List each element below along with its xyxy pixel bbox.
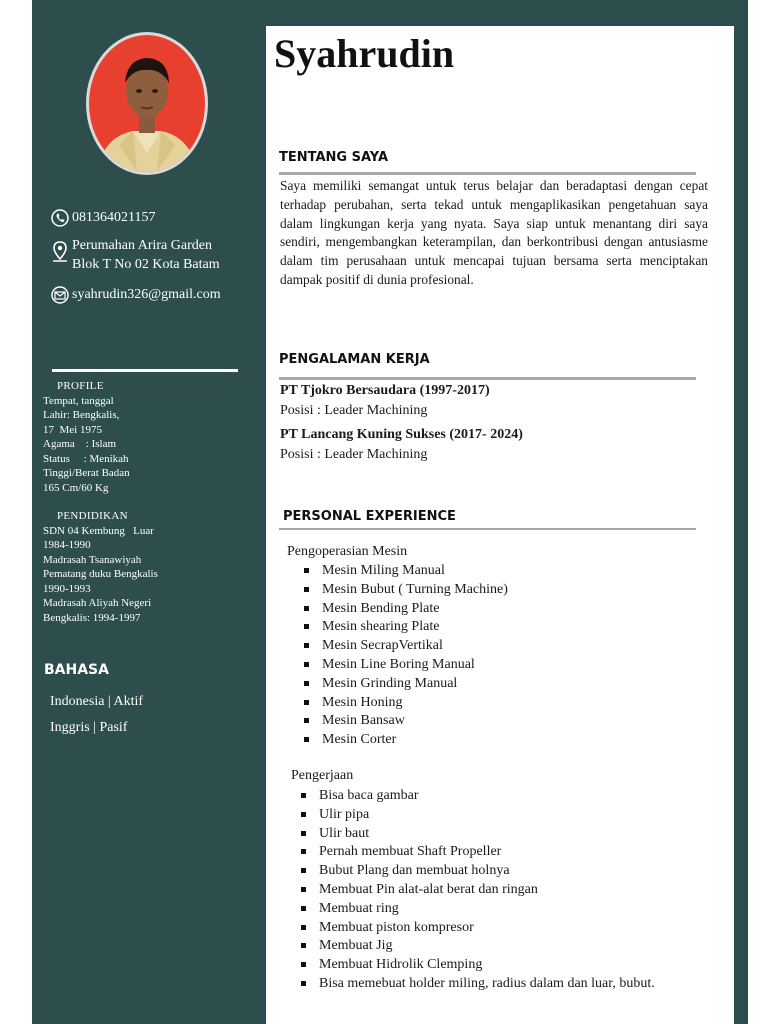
list-item: Mesin Miling Manual	[302, 562, 508, 581]
address-line-2: Blok T No 02 Kota Batam	[72, 257, 220, 272]
list-item: Membuat piston kompresor	[299, 919, 655, 938]
email-icon	[50, 285, 70, 305]
list-item: Mesin Honing	[302, 694, 508, 713]
profile-photo	[86, 32, 208, 175]
list-item: Membuat Pin alat-alat berat dan ringan	[299, 881, 655, 900]
sidebar-divider	[52, 369, 238, 372]
list-item: Ulir pipa	[299, 806, 655, 825]
phone-icon	[50, 208, 70, 228]
education-line: Madrasah Aliyah Negeri	[43, 597, 152, 609]
phone-number[interactable]: 081364021157	[72, 210, 156, 225]
education-line: Pematang duku Bengkalis	[43, 568, 158, 580]
language-list	[50, 689, 143, 741]
list-item: Membuat ring	[299, 900, 655, 919]
work-experience-rule	[279, 377, 696, 380]
list-item: Mesin SecrapVertikal	[302, 637, 508, 656]
list-item: Mesin Bending Plate	[302, 600, 508, 619]
education-line: SDN 04 Kembung Luar	[43, 524, 154, 537]
candidate-name: Syahrudin	[274, 31, 455, 76]
location-pin-icon	[50, 240, 70, 260]
education-section	[43, 509, 158, 625]
list-item: Mesin Bubut ( Turning Machine)	[302, 581, 508, 600]
list-item: Pernah membuat Shaft Propeller	[299, 843, 655, 862]
profile-title: PROFILE	[57, 380, 104, 392]
personal-experience-title: PERSONAL EXPERIENCE	[283, 509, 456, 524]
job-entry	[280, 425, 523, 465]
email-address[interactable]: syahrudin326@gmail.com	[72, 287, 221, 302]
address-line-1: Perumahan Arira Garden	[72, 238, 212, 253]
machine-operation-title: Pengoperasian Mesin	[287, 544, 408, 559]
list-item: Bisa baca gambar	[299, 787, 655, 806]
job-company: PT Tjokro Bersaudara (1997-2017)	[280, 383, 490, 398]
list-item: Bisa memebuat holder miling, radius dalam dan luar, bubut.	[299, 975, 655, 994]
language-title: BAHASA	[44, 662, 109, 678]
language-item: Indonesia | Aktif	[50, 694, 144, 709]
about-rule	[279, 172, 696, 175]
profile-line: 17 Mei 1975	[43, 423, 102, 436]
machine-operation-list	[302, 562, 508, 750]
education-line: Bengkalis: 1994-1997	[43, 611, 141, 624]
education-title: PENDIDIKAN	[57, 510, 128, 522]
list-item: Membuat Jig	[299, 937, 655, 956]
work-experience-title: PENGALAMAN KERJA	[279, 352, 430, 367]
list-item: Mesin Grinding Manual	[302, 675, 508, 694]
profile-section	[43, 379, 130, 495]
workmanship-title: Pengerjaan	[291, 768, 354, 783]
profile-line: 165 Cm/60 Kg	[43, 481, 109, 494]
education-line: 1984-1990	[43, 539, 91, 551]
personal-experience-rule	[279, 528, 696, 530]
education-line: 1990-1993	[43, 582, 91, 595]
about-text: Saya memiliki semangat untuk terus belajar dan beradaptasi dengan cepat terhadap perubahan, serta tekad untuk mengaplikasikan pengetahuan saya dalam lingkungan kerja yang nyata. Saya siap untuk menantang diri saya sendiri, mengembangkan keterampilan, dan berkontribusi dengan antusiasme dalam tim perusahaan untuk mencapai tujuan bersama serta menciptakan dampak positif di dunia profesional.	[280, 178, 708, 287]
about-title: TENTANG SAYA	[279, 150, 389, 165]
list-item: Mesin Bansaw	[302, 712, 508, 731]
sidebar	[32, 0, 266, 1024]
list-item: Mesin Corter	[302, 731, 508, 750]
language-item: Inggris | Pasif	[50, 720, 128, 735]
workmanship-list	[299, 787, 655, 994]
job-position: Posisi : Leader Machining	[280, 447, 428, 462]
right-edge-strip	[734, 26, 748, 1024]
list-item: Mesin shearing Plate	[302, 618, 508, 637]
list-item: Bubut Plang dan membuat holnya	[299, 862, 655, 881]
job-position: Posisi : Leader Machining	[280, 403, 428, 418]
list-item: Mesin Line Boring Manual	[302, 656, 508, 675]
profile-line: Status : Menikah	[43, 452, 129, 465]
profile-line: Tempat, tanggal	[43, 394, 114, 407]
profile-line: Agama : Islam	[43, 438, 117, 450]
job-entry	[280, 381, 490, 421]
list-item: Ulir baut	[299, 825, 655, 844]
profile-line: Lahir: Bengkalis,	[43, 409, 120, 421]
education-line: Madrasah Tsanawiyah	[43, 553, 142, 566]
profile-line: Tinggi/Berat Badan	[43, 467, 130, 479]
job-company: PT Lancang Kuning Sukses (2017- 2024)	[280, 427, 523, 442]
list-item: Membuat Hidrolik Clemping	[299, 956, 655, 975]
